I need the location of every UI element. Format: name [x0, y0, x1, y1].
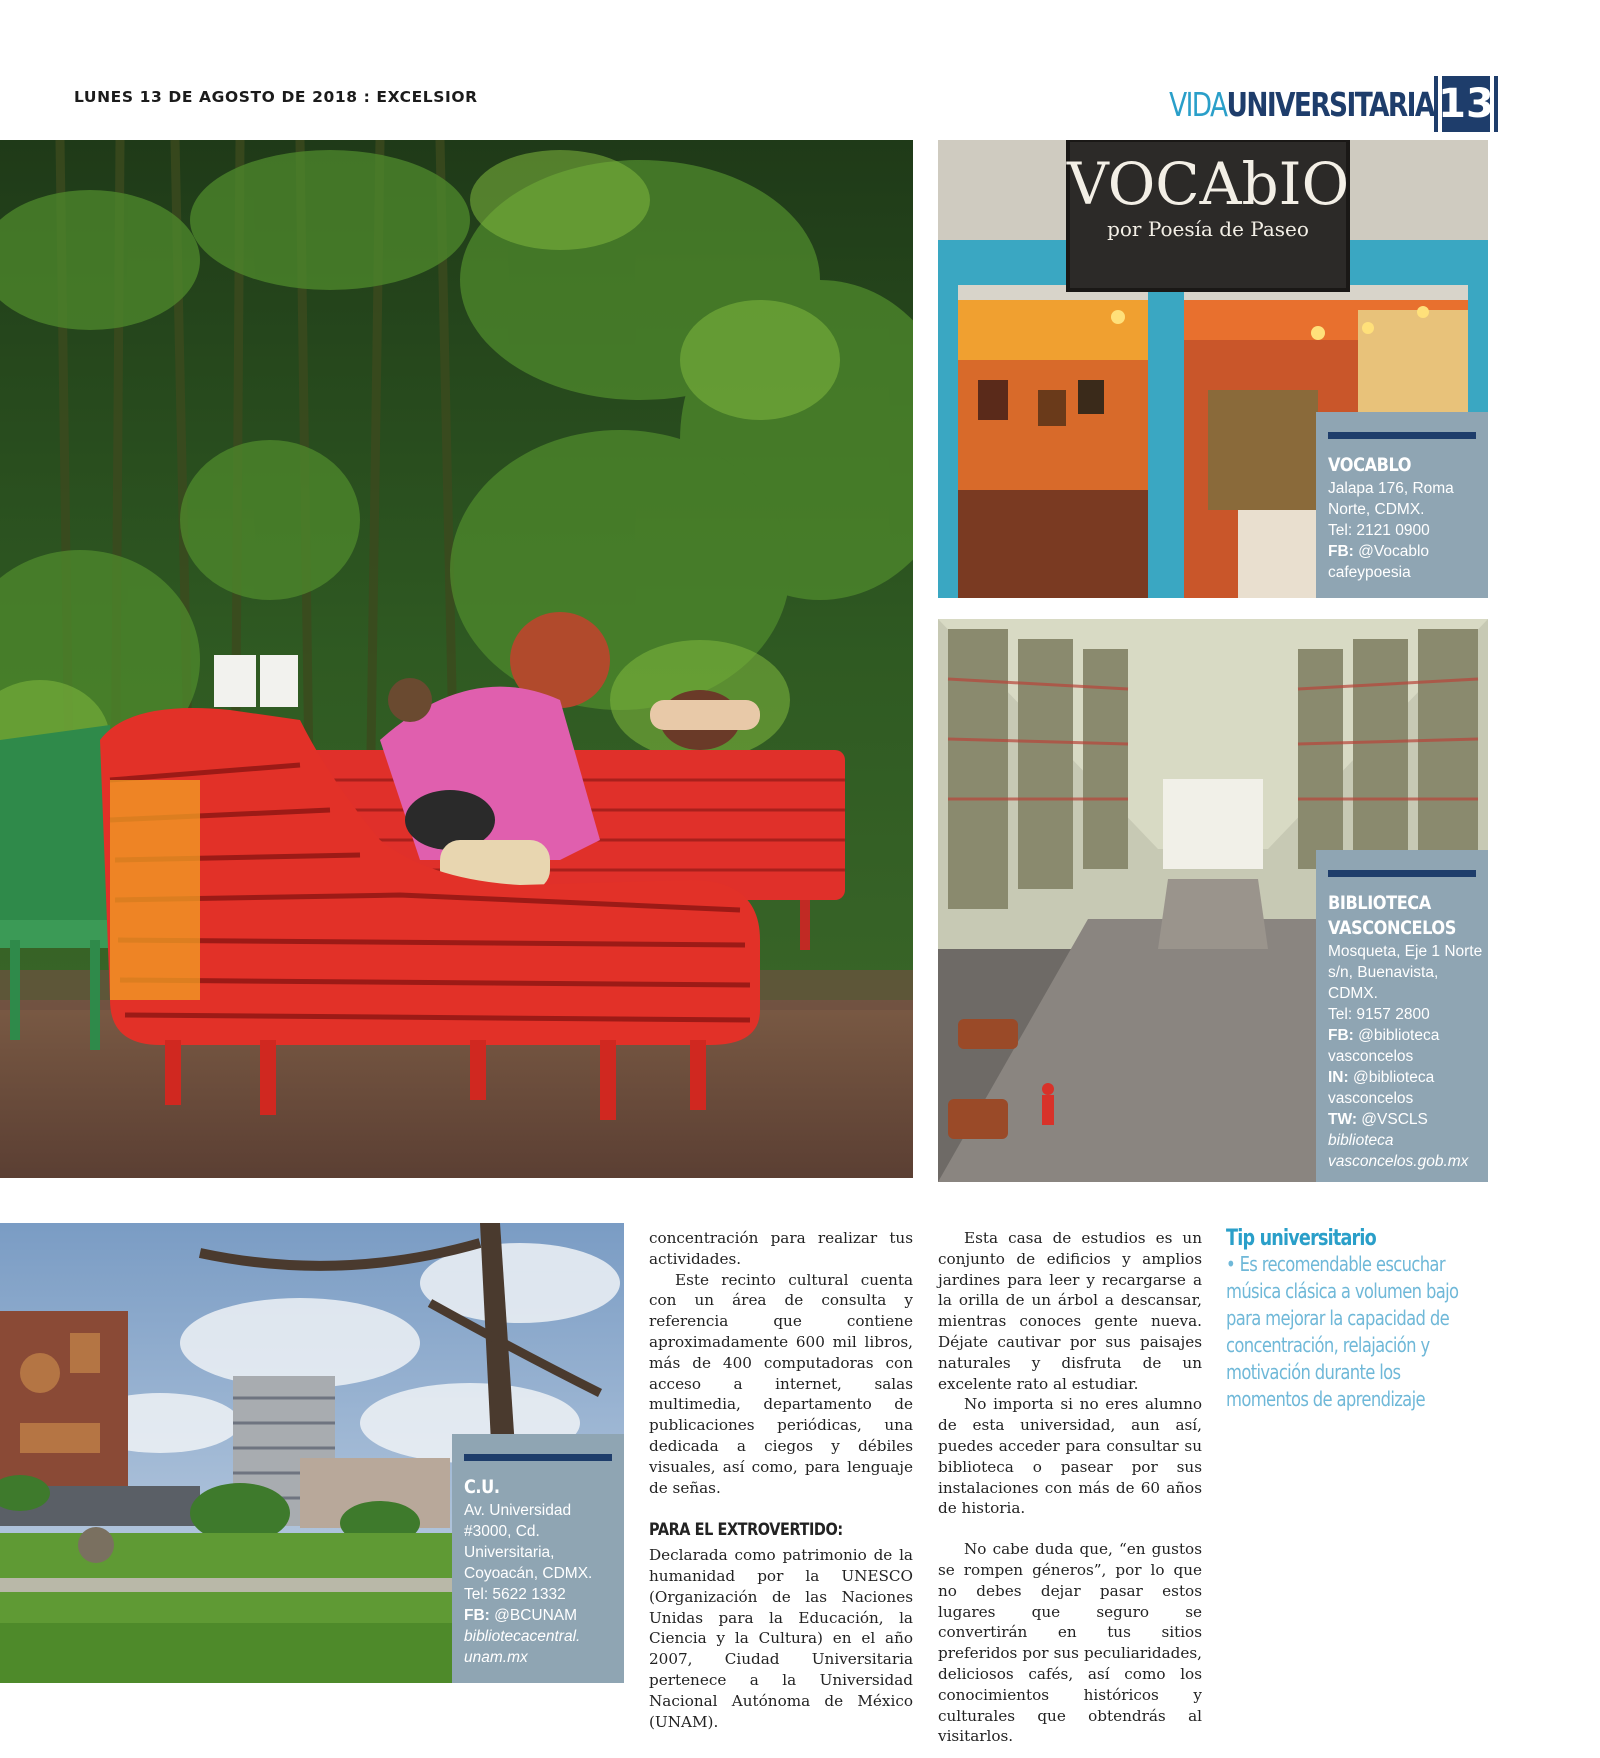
section-name	[1169, 85, 1434, 124]
vocablo-phone: Tel: 2121 0900	[1328, 522, 1430, 539]
tip-body: • Es recomendable escuchar música clásica a volumen bajo para mejorar la capacidad de concentración, relajación y motivación durante los momentos de aprendizaje	[1226, 1252, 1459, 1411]
section-header	[1103, 76, 1494, 132]
cu-info-box	[452, 1434, 624, 1683]
vasconcelos-address-line: Mosqueta, Eje 1 Norte	[1328, 943, 1483, 960]
cu-address-line: Coyoacán, CDMX.	[464, 1565, 593, 1582]
tw-handle: @VSCLS	[1356, 1111, 1428, 1128]
in-label: IN:	[1328, 1069, 1349, 1086]
cu-address-line: #3000, Cd.	[464, 1523, 540, 1540]
article-paragraph: concentración para realizar tus actividades.	[649, 1229, 913, 1268]
vasconcelos-title-2: VASCONCELOS	[1328, 917, 1456, 939]
vocablo-title: VOCABLO	[1328, 454, 1412, 476]
in-handle: @biblioteca	[1348, 1069, 1435, 1086]
info-bar	[1328, 432, 1476, 439]
vocablo-facebook	[1328, 541, 1476, 562]
vasconcelos-web-2	[1328, 1151, 1476, 1172]
web-text: bibliotecacentral.	[464, 1628, 581, 1645]
vasconcelos-facebook	[1328, 1025, 1476, 1046]
web-text: unam.mx	[464, 1649, 528, 1666]
cu-address-line: Av. Universidad	[464, 1502, 572, 1519]
cu-web-2	[464, 1647, 612, 1668]
tip-title: Tip universitario	[1226, 1226, 1376, 1251]
vocablo-sign-subtitle: por Poesía de Paseo	[1107, 217, 1309, 241]
article-paragraph: Este recinto cultural cuenta con un área de consulta y referencia que contiene aproximadamente 600 mil libros, más de 400 computadoras con acceso a internet, salas multimedia, departamento de publicaciones periódicas, una dedicada a ciegos y débiles visuales, así como, para lenguaje de señas.	[649, 1270, 913, 1497]
vasconcelos-twitter	[1328, 1109, 1476, 1130]
fb-label: FB:	[1328, 1027, 1354, 1044]
garden-bench-photo	[0, 140, 913, 1178]
vocablo-info-box	[1316, 412, 1488, 598]
vocablo-address-line: Norte, CDMX.	[1328, 501, 1425, 518]
article-column-1	[649, 1228, 913, 1732]
article-paragraph: No cabe duda que, “en gustos se rompen géneros”, por lo que no debes dejar pasar estos lugares que seguro se convertirán en tus sitios preferidos por sus peculiaridades, deliciosos cafés, así como los conocimientos históricos y culturales que obtendrás al visitarlos.	[938, 1540, 1202, 1746]
vasconcelos-phone: Tel: 9157 2800	[1328, 1006, 1430, 1023]
vocablo-facebook-cont: cafeypoesia	[1328, 564, 1411, 581]
cu-address-line: Universitaria,	[464, 1544, 555, 1561]
article-paragraph: No importa si no eres alumno de esta universidad, aun así, puedes acceder para consultar su biblioteca o pasear por sus instalaciones con más de 60 años de historia.	[938, 1395, 1202, 1518]
vocablo-sign-title: VOCAbIO	[1066, 150, 1350, 218]
web-text: biblioteca	[1328, 1132, 1394, 1149]
section-name-universitaria: UNIVERSITARIA	[1226, 84, 1434, 124]
vocablo-address-line: Jalapa 176, Roma	[1328, 480, 1454, 497]
article-subhead: PARA EL EXTROVERTIDO:	[649, 1520, 843, 1541]
vasconcelos-web-1	[1328, 1130, 1476, 1151]
fb-handle: @Vocablo	[1353, 543, 1430, 560]
tip-box	[1226, 1226, 1466, 1413]
article-paragraph: Esta casa de estudios es un conjunto de edificios y amplios jardines para leer y recargarse a la orilla de un árbol a descansar, mientras conoces gente nueva. Déjate cautivar por sus paisajes naturales y disfruta de un excelente rato al estudiar.	[938, 1229, 1202, 1393]
vasconcelos-title-1: BIBLIOTECA	[1328, 892, 1431, 914]
section-name-vida: VIDA	[1169, 84, 1227, 124]
page-number: 13	[1438, 76, 1490, 132]
vasconcelos-address-line: s/n, Buenavista,	[1328, 964, 1439, 981]
cu-title: C.U.	[464, 1476, 500, 1498]
fb-label: FB:	[1328, 543, 1354, 560]
fb-handle: @biblioteca	[1353, 1027, 1440, 1044]
vasconcelos-instagram	[1328, 1067, 1476, 1088]
vasconcelos-instagram-cont: vasconcelos	[1328, 1090, 1414, 1107]
dateline: LUNES 13 DE AGOSTO DE 2018 : EXCELSIOR	[74, 88, 478, 106]
vasconcelos-facebook-cont: vasconcelos	[1328, 1048, 1414, 1065]
article-column-2	[938, 1228, 1202, 1747]
article-paragraph: Declarada como patrimonio de la humanidad por la UNESCO (Organización de las Naciones Unidas para la Educación, la Ciencia y la Cultura) en el año 2007, Ciudad Universitaria pertenece a la Universidad Nacional Autónoma de México (UNAM).	[649, 1546, 913, 1731]
paragraph-gap	[938, 1519, 1202, 1539]
vasconcelos-info-box	[1316, 850, 1488, 1182]
info-bar	[464, 1454, 612, 1461]
cu-phone: Tel: 5622 1332	[464, 1586, 566, 1603]
cu-web-1	[464, 1626, 612, 1647]
web-text: vasconcelos.gob.mx	[1328, 1153, 1469, 1170]
tw-label: TW:	[1328, 1111, 1357, 1128]
info-bar	[1328, 870, 1476, 877]
fb-handle: @BCUNAM	[489, 1607, 578, 1624]
vasconcelos-address-line: CDMX.	[1328, 985, 1378, 1002]
cu-facebook	[464, 1605, 612, 1626]
fb-label: FB:	[464, 1607, 490, 1624]
